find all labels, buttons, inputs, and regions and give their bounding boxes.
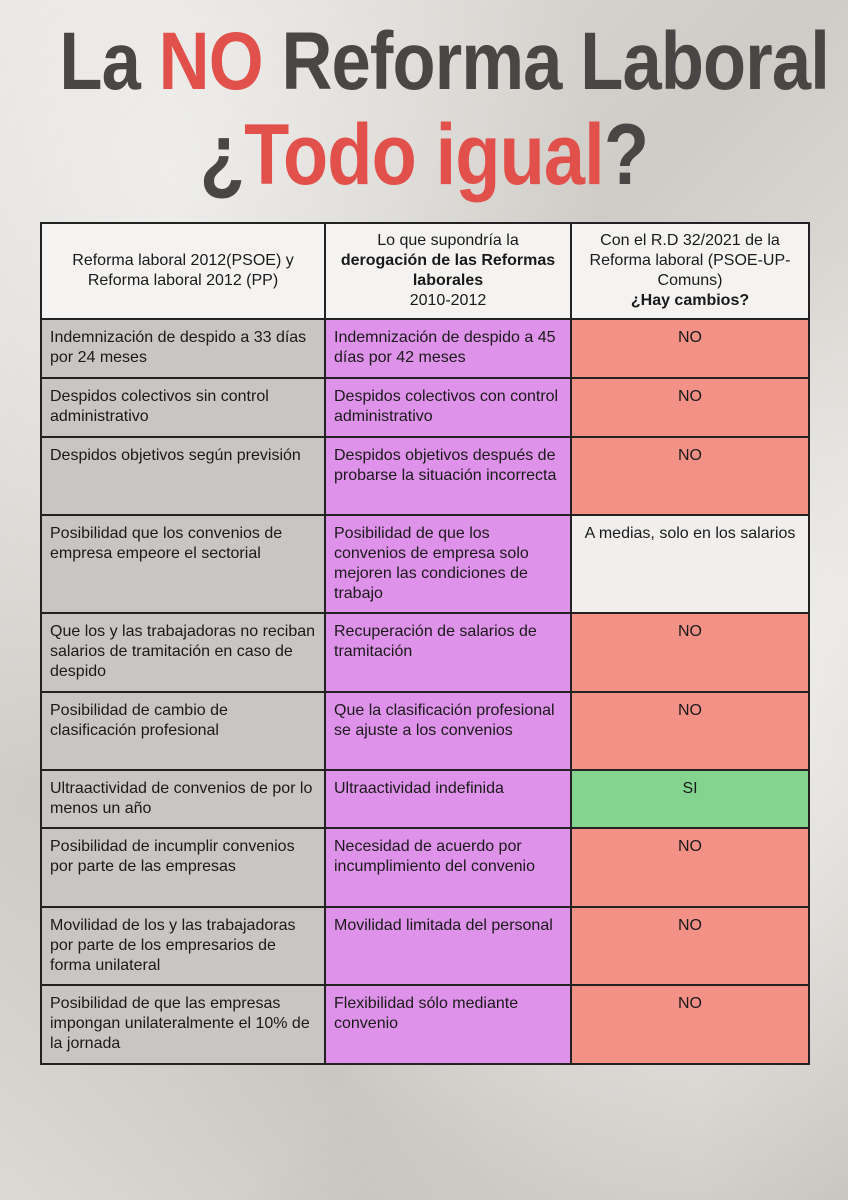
header-col3-line-a: Con el R.D 32/2021 de la Reforma laboral (PSOE-UP-Comuns) bbox=[589, 232, 791, 289]
row-10-col1: Posibilidad de que las empresas impongan unilateralmente el 10% de la jornada bbox=[41, 985, 325, 1064]
row-4-status: A medias, solo en los salarios bbox=[571, 515, 809, 613]
row-10-status: NO bbox=[571, 985, 809, 1064]
row-9-col1: Movilidad de los y las trabajadoras por parte de los empresarios de forma unilateral bbox=[41, 907, 325, 985]
header-col3-line-b: ¿Hay cambios? bbox=[630, 292, 750, 309]
row-5-status: NO bbox=[571, 613, 809, 692]
row-8-col2: Necesidad de acuerdo por incumplimiento del convenio bbox=[325, 828, 571, 907]
row-4-col2: Posibilidad de que los convenios de empresa solo mejoren las condiciones de trabajo bbox=[325, 515, 571, 613]
row-9-col2: Movilidad limitada del personal bbox=[325, 907, 571, 985]
header-col-derogation bbox=[325, 223, 571, 319]
title-todo-igual: Todo igual bbox=[244, 107, 604, 203]
table-row bbox=[41, 770, 809, 828]
row-3-status: NO bbox=[571, 437, 809, 515]
row-10-col2: Flexibilidad sólo mediante convenio bbox=[325, 985, 571, 1064]
row-1-col2: Indemnización de despido a 45 días por 42 meses bbox=[325, 319, 571, 378]
row-6-status: NO bbox=[571, 692, 809, 770]
table-row bbox=[41, 378, 809, 437]
comparison-table bbox=[40, 222, 810, 1065]
row-5-col2: Recuperación de salarios de tramitación bbox=[325, 613, 571, 692]
header-col-rd-2021 bbox=[571, 223, 809, 319]
table-row bbox=[41, 692, 809, 770]
title-line-2 bbox=[59, 105, 788, 205]
header-col2-line-b: derogación de las Reformas laborales bbox=[340, 252, 556, 289]
row-6-col1: Posibilidad de cambio de clasificación profesional bbox=[41, 692, 325, 770]
row-7-col1: Ultraactividad de convenios de por lo menos un año bbox=[41, 770, 325, 828]
title-part-reforma: Reforma Laboral bbox=[262, 16, 829, 107]
table-row bbox=[41, 437, 809, 515]
header-col1-text: Reforma laboral 2012(PSOE) y Reforma laboral 2012 (PP) bbox=[72, 252, 294, 289]
header-col2-line-c: 2010-2012 bbox=[409, 292, 487, 309]
row-7-status: SI bbox=[571, 770, 809, 828]
header-col2-line-a: Lo que supondría la bbox=[377, 232, 519, 249]
row-3-col2: Despidos objetivos después de probarse la situación incorrecta bbox=[325, 437, 571, 515]
table-row bbox=[41, 828, 809, 907]
title-question-open: ¿ bbox=[199, 107, 245, 203]
row-1-status: NO bbox=[571, 319, 809, 378]
table-row bbox=[41, 515, 809, 613]
row-2-col1: Despidos colectivos sin control administrativo bbox=[41, 378, 325, 437]
table-row bbox=[41, 985, 809, 1064]
title-part-la: La bbox=[59, 16, 159, 107]
title-line-1 bbox=[59, 14, 829, 110]
title-part-no: NO bbox=[158, 16, 263, 107]
table-row bbox=[41, 319, 809, 378]
title-question-close: ? bbox=[603, 107, 649, 203]
row-8-status: NO bbox=[571, 828, 809, 907]
header-col-2012-reforms bbox=[41, 223, 325, 319]
row-1-col1: Indemnización de despido a 33 días por 24 meses bbox=[41, 319, 325, 378]
row-7-col2: Ultraactividad indefinida bbox=[325, 770, 571, 828]
table-row bbox=[41, 907, 809, 985]
row-9-status: NO bbox=[571, 907, 809, 985]
row-8-col1: Posibilidad de incumplir convenios por parte de las empresas bbox=[41, 828, 325, 907]
table-header-row bbox=[41, 223, 809, 319]
row-3-col1: Despidos objetivos según previsión bbox=[41, 437, 325, 515]
table-row bbox=[41, 613, 809, 692]
row-6-col2: Que la clasificación profesional se ajuste a los convenios bbox=[325, 692, 571, 770]
row-2-status: NO bbox=[571, 378, 809, 437]
row-4-col1: Posibilidad que los convenios de empresa empeore el sectorial bbox=[41, 515, 325, 613]
row-2-col2: Despidos colectivos con control administrativo bbox=[325, 378, 571, 437]
row-5-col1: Que los y las trabajadoras no reciban salarios de tramitación en caso de despido bbox=[41, 613, 325, 692]
